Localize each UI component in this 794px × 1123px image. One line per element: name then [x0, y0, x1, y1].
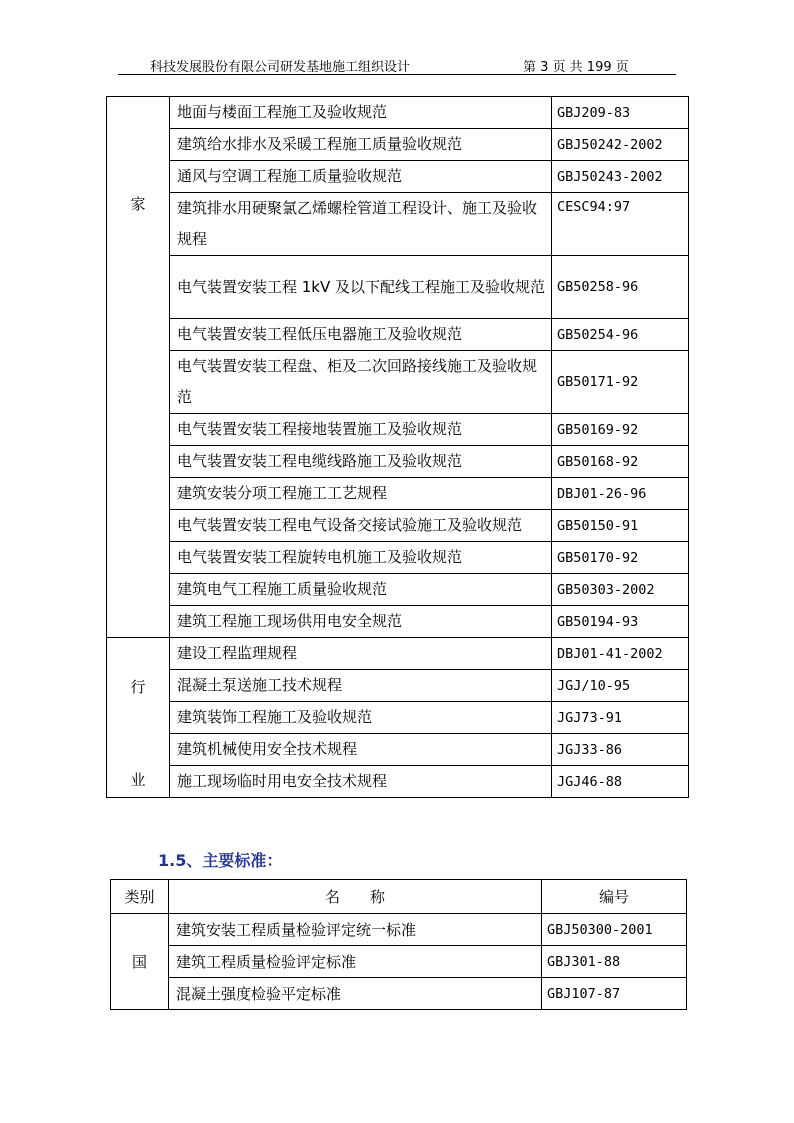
row-name: 混凝土强度检验平定标准: [169, 978, 542, 1010]
row-code: GBJ301-88: [542, 946, 687, 978]
standards-table: [110, 879, 687, 1010]
section-heading: 1.5、主要标准：: [158, 851, 283, 870]
category-cell-industry: [107, 638, 170, 798]
table-row: [107, 670, 689, 702]
row-code: GB50171-92: [552, 351, 689, 414]
row-name: 混凝土泵送施工技术规程: [170, 670, 552, 702]
table-row: [107, 638, 689, 670]
codes-table: [106, 96, 689, 798]
row-code: GB50303-2002: [552, 574, 689, 606]
row-code: GB50150-91: [552, 510, 689, 542]
row-name: 建筑电气工程施工质量验收规范: [170, 574, 552, 606]
row-name: 电气装置安装工程接地装置施工及验收规范: [170, 414, 552, 446]
table-row: [107, 542, 689, 574]
row-code: GBJ50242-2002: [552, 129, 689, 161]
table-row: [107, 414, 689, 446]
row-code: JGJ/10-95: [552, 670, 689, 702]
row-name: 建筑机械使用安全技术规程: [170, 734, 552, 766]
table-row: [107, 606, 689, 638]
row-name: 建筑安装分项工程施工工艺规程: [170, 478, 552, 510]
table-row: [107, 478, 689, 510]
category-label-industry-top: 行: [130, 678, 146, 696]
row-name: 电气装置安装工程电气设备交接试验施工及验收规范: [170, 510, 552, 542]
row-code: CESC94:97: [552, 193, 689, 256]
row-code: GB50254-96: [552, 319, 689, 351]
table-row: [107, 702, 689, 734]
row-name: 施工现场临时用电安全技术规程: [170, 766, 552, 798]
table-row: [107, 193, 689, 256]
category-label-industry-bottom: 业: [130, 771, 146, 789]
row-name: 电气装置安装工程盘、柜及二次回路接线施工及验收规范: [170, 351, 552, 414]
row-code: GB50194-93: [552, 606, 689, 638]
table-row: [107, 510, 689, 542]
row-name: 建筑工程质量检验评定标准: [169, 946, 542, 978]
table-row: [107, 766, 689, 798]
row-name: 地面与楼面工程施工及验收规范: [170, 97, 552, 129]
row-name: 建筑安装工程质量检验评定统一标准: [169, 914, 542, 946]
header-category: 类别: [111, 880, 169, 914]
table-row: [107, 319, 689, 351]
page-number: 第 3 页 共 199 页: [523, 60, 629, 75]
table-row: [107, 734, 689, 766]
category-cell-national: [111, 914, 169, 1010]
row-code: GBJ50243-2002: [552, 161, 689, 193]
row-name: 建筑给水排水及采暖工程施工质量验收规范: [170, 129, 552, 161]
row-code: GB50258-96: [552, 256, 689, 319]
table-row: [107, 446, 689, 478]
row-name: 建筑排水用硬聚氯乙烯螺栓管道工程设计、施工及验收规程: [170, 193, 552, 256]
table-row: [107, 351, 689, 414]
header-name: 名 称: [169, 880, 542, 914]
row-code: DBJ01-26-96: [552, 478, 689, 510]
row-name: 电气装置安装工程 1kV 及以下配线工程施工及验收规范: [170, 256, 552, 319]
row-name: 建筑工程施工现场供用电安全规范: [170, 606, 552, 638]
table-row: [107, 129, 689, 161]
category-label-national: 家: [130, 195, 146, 213]
row-code: GB50170-92: [552, 542, 689, 574]
row-name: 通风与空调工程施工质量验收规范: [170, 161, 552, 193]
table-row: [111, 946, 687, 978]
table-row: [107, 256, 689, 319]
row-code: JGJ33-86: [552, 734, 689, 766]
row-code: DBJ01-41-2002: [552, 638, 689, 670]
category-cell-national: [107, 97, 170, 638]
table-header-row: [111, 880, 687, 914]
header-code: 编号: [542, 880, 687, 914]
row-code: JGJ73-91: [552, 702, 689, 734]
row-name: 建筑装饰工程施工及验收规范: [170, 702, 552, 734]
table-row: [111, 978, 687, 1010]
table-row: [107, 574, 689, 606]
category-label-national: 国: [131, 953, 147, 971]
row-code: JGJ46-88: [552, 766, 689, 798]
page-header: [118, 56, 676, 75]
document-title: 科技发展股份有限公司研发基地施工组织设计: [150, 60, 411, 75]
table-row: [107, 161, 689, 193]
row-code: GBJ107-87: [542, 978, 687, 1010]
row-name: 电气装置安装工程旋转电机施工及验收规范: [170, 542, 552, 574]
table-row: [111, 914, 687, 946]
row-name: 电气装置安装工程低压电器施工及验收规范: [170, 319, 552, 351]
row-code: GB50169-92: [552, 414, 689, 446]
row-code: GB50168-92: [552, 446, 689, 478]
row-name: 电气装置安装工程电缆线路施工及验收规范: [170, 446, 552, 478]
row-code: GBJ209-83: [552, 97, 689, 129]
row-code: GBJ50300-2001: [542, 914, 687, 946]
table-row: [107, 97, 689, 129]
row-name: 建设工程监理规程: [170, 638, 552, 670]
